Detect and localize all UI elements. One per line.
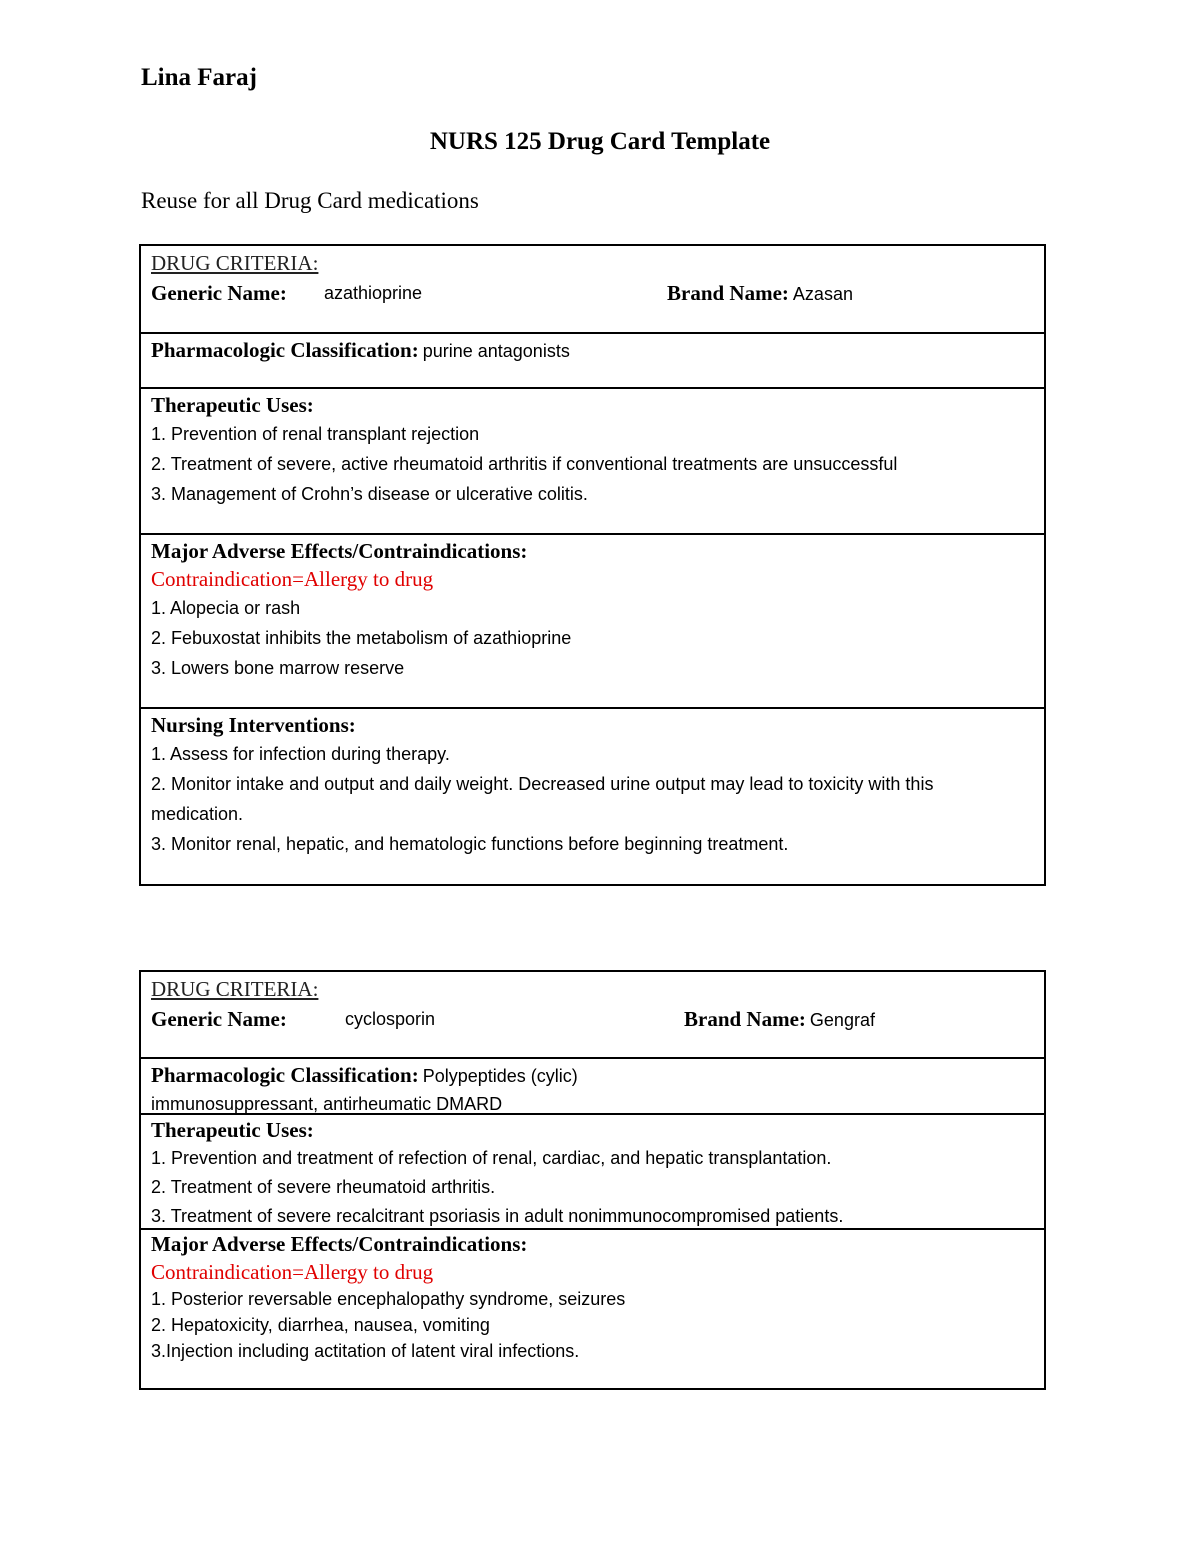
classification-value: purine antagonists — [422, 341, 570, 361]
adverse-item: 1. Alopecia or rash — [151, 598, 301, 618]
classification-line — [151, 1061, 1034, 1092]
drug-card-cyclosporin — [139, 970, 1046, 1390]
adverse-item: 1. Posterior reversable encephalopathy syndrome, seizures — [151, 1289, 626, 1309]
document-subtitle: Reuse for all Drug Card medications — [141, 188, 479, 213]
adverse-effects-row — [141, 1230, 1044, 1388]
adverse-effects-row — [141, 535, 1044, 709]
classification-value-continued: immunosuppressant, antirheumatic DMARD — [151, 1094, 503, 1114]
nursing-item: medication. — [151, 804, 244, 824]
generic-name-value: cyclosporin — [345, 1009, 436, 1029]
use-item: 3. Management of Crohn’s disease or ulcerative colitis. — [151, 484, 588, 504]
adverse-effects-label: Major Adverse Effects/Contraindications: — [151, 1232, 528, 1256]
classification-row — [141, 334, 1044, 389]
adverse-item: 2. Hepatoxicity, diarrhea, nausea, vomiting — [151, 1315, 490, 1335]
contraindication-text: Contraindication=Allergy to drug — [151, 1260, 434, 1284]
contraindication-text: Contraindication=Allergy to drug — [151, 567, 434, 591]
generic-name-label: Generic Name: — [151, 281, 287, 305]
use-item: 1. Prevention of renal transplant rejection — [151, 424, 480, 444]
brand-name-label: Brand Name: — [667, 281, 789, 305]
therapeutic-uses-row — [141, 389, 1044, 535]
use-item: 1. Prevention and treatment of refection of renal, cardiac, and hepatic transplantation. — [151, 1148, 832, 1168]
nursing-item: 1. Assess for infection during therapy. — [151, 744, 450, 764]
therapeutic-uses-label: Therapeutic Uses: — [151, 1118, 314, 1142]
therapeutic-uses-label: Therapeutic Uses: — [151, 393, 314, 417]
classification-label: Pharmacologic Classification: — [151, 1063, 419, 1087]
brand-name-value: Azasan — [792, 284, 853, 304]
document-title: NURS 125 Drug Card Template — [429, 128, 771, 155]
generic-name-label: Generic Name: — [151, 1007, 287, 1031]
drug-criteria-row — [141, 972, 1044, 1059]
name-line — [151, 276, 1034, 310]
use-item: 2. Treatment of severe rheumatoid arthritis. — [151, 1177, 496, 1197]
brand-name-value: Gengraf — [809, 1010, 875, 1030]
adverse-item: 2. Febuxostat inhibits the metabolism of azathioprine — [151, 628, 572, 648]
drug-criteria-heading: DRUG CRITERIA: — [151, 251, 319, 275]
adverse-item: 3. Lowers bone marrow reserve — [151, 658, 405, 678]
nursing-interventions-label: Nursing Interventions: — [151, 713, 356, 737]
brand-name-label: Brand Name: — [684, 1007, 806, 1031]
nursing-item: 2. Monitor intake and output and daily weight. Decreased urine output may lead to toxicity with this — [151, 774, 934, 794]
nursing-item: 3. Monitor renal, hepatic, and hematologic functions before beginning treatment. — [151, 834, 789, 854]
classification-row — [141, 1059, 1044, 1115]
adverse-effects-label: Major Adverse Effects/Contraindications: — [151, 539, 528, 563]
classification-value: Polypeptides (cylic) — [422, 1066, 578, 1086]
classification-label: Pharmacologic Classification: — [151, 338, 419, 362]
nursing-interventions-row — [141, 709, 1044, 884]
adverse-item: 3.Injection including actitation of latent viral infections. — [151, 1341, 580, 1361]
author-name: Lina Faraj — [141, 64, 257, 91]
drug-criteria-heading: DRUG CRITERIA: — [151, 977, 319, 1001]
therapeutic-uses-row — [141, 1115, 1044, 1230]
generic-name-value: azathioprine — [324, 283, 423, 303]
use-item: 3. Treatment of severe recalcitrant psoriasis in adult nonimmunocompromised patients. — [151, 1206, 844, 1226]
use-item: 2. Treatment of severe, active rheumatoid arthritis if conventional treatments are unsuccessful — [151, 454, 898, 474]
brand-name — [667, 276, 853, 313]
name-line — [151, 1002, 1034, 1036]
drug-criteria-row — [141, 246, 1044, 334]
drug-card-azathioprine — [139, 244, 1046, 886]
brand-name — [684, 1002, 875, 1039]
